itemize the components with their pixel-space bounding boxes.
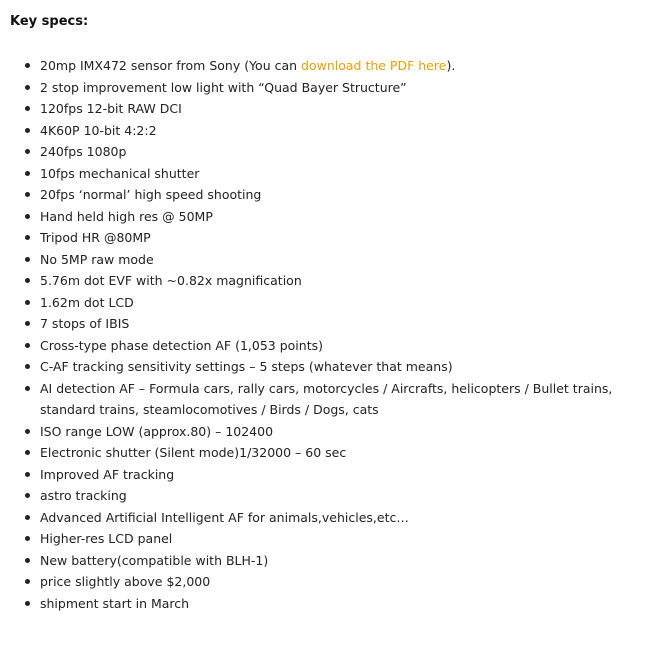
list-item-text: New battery(compatible with BLH-1) [40, 552, 269, 568]
list-item-text: C-AF tracking sensitivity settings – 5 steps (whatever that means) [40, 359, 453, 374]
list-item [0, 442, 671, 464]
list-item [0, 313, 671, 335]
bullet-icon [25, 192, 30, 197]
bullet-icon [25, 106, 30, 111]
list-item-text: Higher-res LCD panel [40, 531, 173, 546]
spec-list [0, 55, 671, 614]
bullet-icon [25, 278, 30, 283]
bullet-icon [25, 493, 30, 498]
list-item [0, 55, 671, 77]
list-item-text: 120fps 12-bit RAW DCI [40, 101, 182, 116]
list-item [0, 550, 671, 572]
list-item-text: Improved AF tracking [40, 466, 175, 482]
list-item [0, 356, 671, 378]
bullet-icon [25, 63, 30, 68]
list-item-text: 240fps 1080p [40, 144, 127, 159]
list-item-text: shipment start in March [40, 595, 190, 611]
bullet-icon [25, 235, 30, 240]
list-item [0, 485, 671, 507]
list-item [0, 98, 671, 120]
list-item [0, 163, 671, 185]
list-item-text: astro tracking [40, 488, 127, 503]
bullet-icon [25, 321, 30, 326]
page-heading: Key specs: [10, 14, 89, 29]
bullet-icon [25, 257, 30, 262]
bullet-icon [25, 386, 30, 391]
bullet-icon [25, 149, 30, 154]
list-item [0, 421, 671, 443]
bullet-icon [25, 450, 30, 455]
list-item-text: Hand held high res @ 50MP [40, 208, 213, 224]
list-item-text: 4K60P 10-bit 4:2:2 [40, 122, 157, 138]
list-item [0, 206, 671, 228]
list-item-text: 2 stop improvement low light with “Quad Bayer Structure” [40, 79, 407, 95]
list-item-prefix: 20mp IMX472 sensor from Sony (You can [40, 58, 302, 73]
list-item [0, 141, 671, 163]
list-item-text: Electronic shutter (Silent mode)1/32000 – 60 sec [40, 445, 347, 460]
list-item [0, 270, 671, 292]
list-item [0, 528, 671, 550]
bullet-icon [25, 128, 30, 133]
list-item-text: No 5MP raw mode [40, 251, 154, 267]
bullet-icon [25, 536, 30, 541]
list-item [0, 77, 671, 99]
list-item [0, 335, 671, 357]
list-item-text: Tripod HR @80MP [40, 230, 151, 245]
list-item [0, 249, 671, 271]
bullet-icon [25, 364, 30, 369]
list-item-text [40, 58, 455, 73]
list-item [0, 292, 671, 314]
bullet-icon [25, 515, 30, 520]
list-item-text: 5.76m dot EVF with ~0.82x magnification [40, 273, 302, 288]
bullet-icon [25, 171, 30, 176]
list-item-text: 1.62m dot LCD [40, 294, 134, 310]
bullet-icon [25, 343, 30, 348]
bullet-icon [25, 601, 30, 606]
bullet-icon [25, 429, 30, 434]
bullet-icon [25, 472, 30, 477]
list-item-text: Cross-type phase detection AF (1,053 points) [40, 337, 323, 353]
list-item-text: 20fps ‘normal’ high speed shooting [40, 187, 262, 202]
list-item [0, 378, 671, 421]
list-item-text: ISO range LOW (approx.80) – 102400 [40, 423, 274, 439]
list-item [0, 184, 671, 206]
download-pdf-link[interactable]: download the PDF here [301, 58, 447, 73]
list-item-text: Advanced Artificial Intelligent AF for animals,vehicles,etc… [40, 509, 409, 525]
list-item-text: 10fps mechanical shutter [40, 165, 200, 181]
bullet-icon [25, 85, 30, 90]
list-item-suffix: ). [446, 58, 456, 73]
list-item [0, 571, 671, 593]
list-item-text: 7 stops of IBIS [40, 316, 130, 331]
list-item [0, 227, 671, 249]
bullet-icon [25, 300, 30, 305]
bullet-icon [25, 214, 30, 219]
list-item [0, 593, 671, 615]
list-item-text: price slightly above $2,000 [40, 574, 211, 589]
list-item [0, 120, 671, 142]
list-item [0, 507, 671, 529]
list-item-text: AI detection AF – Formula cars, rally cars, motorcycles / Aircrafts, helicopters / Bullet trains, standard trains, steamlocomotives / Birds / Dogs, cats [40, 380, 613, 417]
bullet-icon [25, 579, 30, 584]
bullet-icon [25, 558, 30, 563]
list-item [0, 464, 671, 486]
